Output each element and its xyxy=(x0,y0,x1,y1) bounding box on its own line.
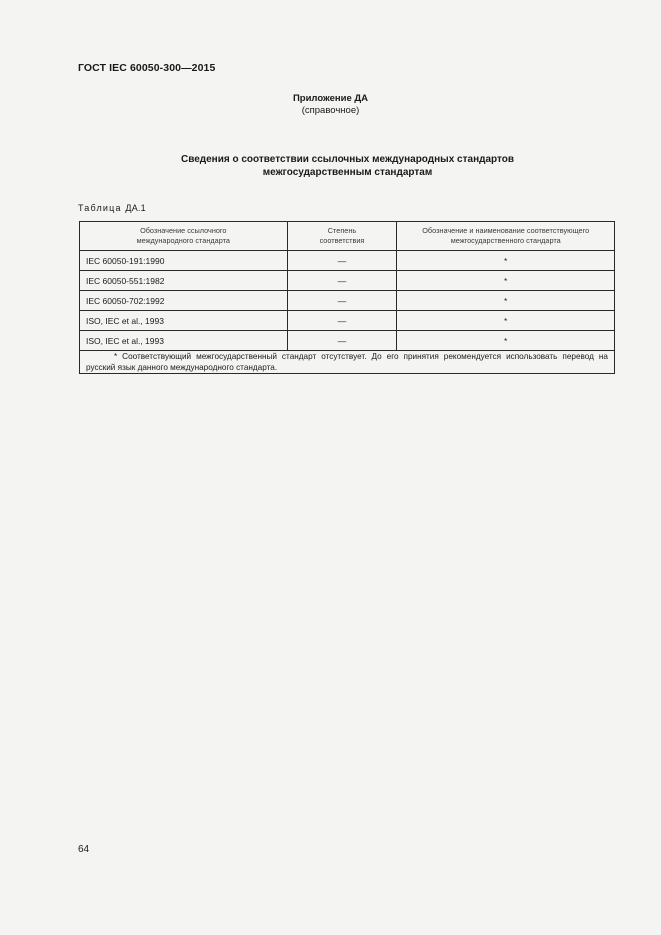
interstate-standard-cell: * xyxy=(397,251,615,271)
table-row xyxy=(80,271,615,291)
column-header-degree xyxy=(287,222,397,251)
table-footnote xyxy=(80,351,615,374)
reference-standard-cell: IEC 60050-191:1990 xyxy=(80,251,288,271)
table-caption-number: ДА.1 xyxy=(125,203,146,213)
degree-cell: — xyxy=(287,271,397,291)
table-note-row xyxy=(80,351,615,374)
column-header-reference-line-2: международного стандарта xyxy=(136,236,230,245)
table-row xyxy=(80,291,615,311)
section-title-line-1: Сведения о соответствии ссылочных международных стандартов xyxy=(180,154,515,165)
interstate-standard-cell: * xyxy=(397,291,615,311)
table-row xyxy=(80,251,615,271)
reference-standard-cell: IEC 60050-551:1982 xyxy=(80,271,288,291)
table-footnote-text: * Соответствующий межгосударственный стандарт отсутствует. До его принятия рекомендуется использовать перевод на русский язык данного международного стандарта. xyxy=(86,352,608,372)
reference-standard-cell: IEC 60050-702:1992 xyxy=(80,291,288,311)
annex-subtitle: (справочное) xyxy=(301,105,360,116)
annex-heading xyxy=(0,93,661,117)
table-row xyxy=(80,311,615,331)
column-header-reference xyxy=(80,222,288,251)
table-caption xyxy=(78,203,146,213)
column-header-interstate-line-2: межгосударственного стандарта xyxy=(450,236,561,245)
section-title xyxy=(0,153,661,179)
column-header-interstate-line-1: Обозначение и наименование соответствующего xyxy=(422,226,590,235)
degree-cell: — xyxy=(287,331,397,351)
interstate-standard-cell: * xyxy=(397,311,615,331)
degree-cell: — xyxy=(287,251,397,271)
reference-standard-cell: ISO, IEC et al., 1993 xyxy=(80,311,288,331)
section-title-line-2: межгосударственным стандартам xyxy=(262,167,433,178)
column-header-degree-line-2: соответствия xyxy=(319,236,365,245)
degree-cell: — xyxy=(287,311,397,331)
document-code-header: ГОСТ IEC 60050-300—2015 xyxy=(78,62,216,74)
standards-correspondence-table xyxy=(79,221,615,374)
interstate-standard-cell: * xyxy=(397,271,615,291)
page-number: 64 xyxy=(78,844,90,855)
column-header-interstate xyxy=(397,222,615,251)
table-caption-word: Таблица xyxy=(78,203,122,213)
annex-title: Приложение ДА xyxy=(292,93,369,104)
interstate-standard-cell: * xyxy=(397,331,615,351)
table-row xyxy=(80,331,615,351)
table-header-row xyxy=(80,222,615,251)
reference-standard-cell: ISO, IEC et al., 1993 xyxy=(80,331,288,351)
column-header-reference-line-1: Обозначение ссылочного xyxy=(140,226,227,235)
column-header-degree-line-1: Степень xyxy=(327,226,357,235)
degree-cell: — xyxy=(287,291,397,311)
